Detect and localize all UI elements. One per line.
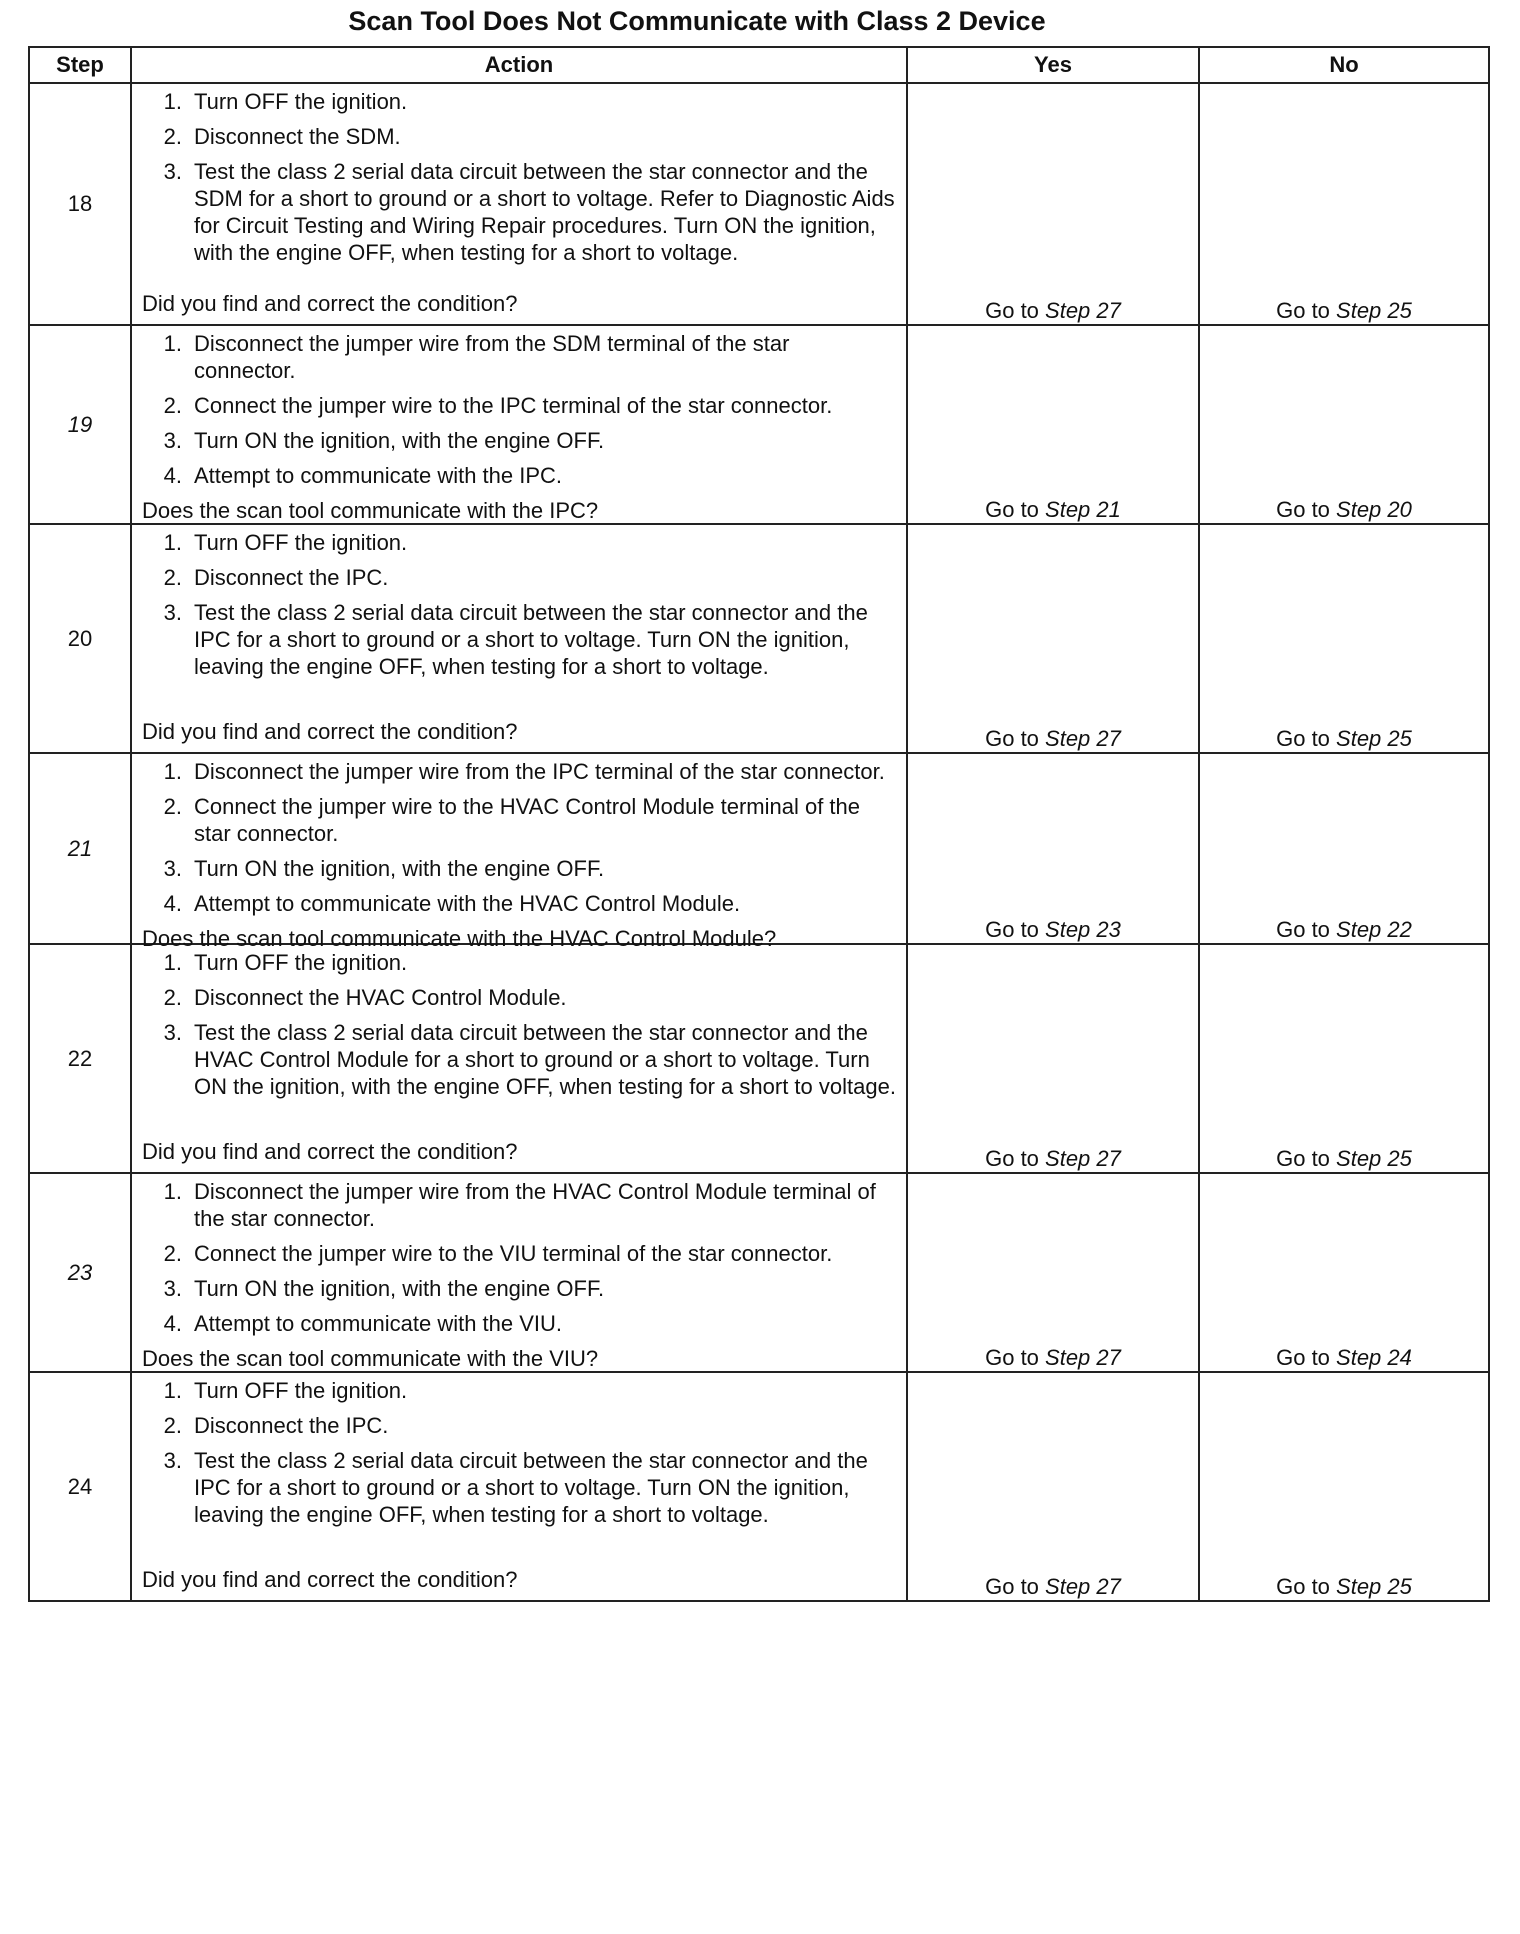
action-step-number: 3. xyxy=(163,1020,182,1045)
action-step-number: 2. xyxy=(163,393,182,418)
action-step xyxy=(142,1377,896,1404)
action-step xyxy=(142,123,896,150)
no-step-reference: Step 25 xyxy=(1336,1574,1412,1599)
action-step-text: Turn OFF the ignition. xyxy=(194,1378,408,1403)
action-step xyxy=(142,158,896,266)
action-step xyxy=(142,1240,896,1267)
action-step-text: Attempt to communicate with the IPC. xyxy=(194,463,563,488)
table-row xyxy=(29,83,1489,325)
table-row xyxy=(29,325,1489,524)
page-title: Scan Tool Does Not Communicate with Class 2 Device xyxy=(348,6,1046,36)
goto-prefix: Go to xyxy=(985,917,1046,942)
action-step-number: 1. xyxy=(163,331,182,356)
action-step-number: 3. xyxy=(163,1276,182,1301)
no-result-cell xyxy=(1199,1372,1489,1601)
action-question: Did you find and correct the condition? xyxy=(142,1139,518,1164)
action-cell xyxy=(131,524,907,753)
yes-result-cell xyxy=(907,944,1199,1173)
action-step-number: 3. xyxy=(163,159,182,184)
header-step: Step xyxy=(29,47,131,83)
action-step xyxy=(142,949,896,976)
goto-prefix: Go to xyxy=(985,1574,1046,1599)
action-step xyxy=(142,599,896,680)
action-step-text: Turn ON the ignition, with the engine OFF. xyxy=(194,856,605,881)
action-cell xyxy=(131,325,907,524)
header-no: No xyxy=(1199,47,1489,83)
action-step-text: Disconnect the HVAC Control Module. xyxy=(194,985,567,1010)
no-step-reference: Step 20 xyxy=(1336,497,1412,522)
no-result-cell xyxy=(1199,1173,1489,1372)
action-step-text: Connect the jumper wire to the HVAC Control Module terminal of the star connector. xyxy=(194,794,861,846)
action-step-number: 2. xyxy=(163,565,182,590)
yes-step-reference: Step 27 xyxy=(1045,726,1121,751)
action-steps-list xyxy=(142,88,896,274)
no-result-cell xyxy=(1199,325,1489,524)
action-step-number: 3. xyxy=(163,1448,182,1473)
no-step-reference: Step 24 xyxy=(1336,1345,1412,1370)
step-number: 20 xyxy=(29,524,131,753)
yes-result-cell xyxy=(907,524,1199,753)
action-step-text: Test the class 2 serial data circuit between the star connector and the HVAC Control Module for a short to ground or a short to voltage. Turn ON the ignition, with the engine OFF, when testing for a short to voltage. xyxy=(194,1020,896,1099)
goto-prefix: Go to xyxy=(1276,497,1337,522)
yes-step-reference: Step 27 xyxy=(1045,1146,1121,1171)
yes-result-cell xyxy=(907,1372,1199,1601)
yes-step-reference: Step 23 xyxy=(1045,917,1121,942)
action-step xyxy=(142,330,896,384)
yes-result-cell xyxy=(907,753,1199,944)
action-step-text: Test the class 2 serial data circuit between the star connector and the IPC for a short to ground or a short to voltage. Turn ON the ignition, leaving the engine OFF, when testing for a short to voltage. xyxy=(194,600,868,679)
step-number: 19 xyxy=(29,325,131,524)
action-step-number: 3. xyxy=(163,428,182,453)
step-number: 22 xyxy=(29,944,131,1173)
action-step-number: 4. xyxy=(163,1311,182,1336)
yes-step-reference: Step 21 xyxy=(1045,497,1121,522)
action-step-number: 3. xyxy=(163,600,182,625)
action-step-number: 2. xyxy=(163,794,182,819)
action-steps-list xyxy=(142,1178,896,1345)
action-step xyxy=(142,1310,896,1337)
step-number: 24 xyxy=(29,1372,131,1601)
action-steps-list xyxy=(142,1377,896,1536)
action-step xyxy=(142,890,896,917)
table-row xyxy=(29,1173,1489,1372)
action-question: Does the scan tool communicate with the VIU? xyxy=(142,1346,599,1371)
action-step xyxy=(142,1019,896,1100)
goto-prefix: Go to xyxy=(985,298,1046,323)
action-cell xyxy=(131,1372,907,1601)
yes-step-reference: Step 27 xyxy=(1045,1345,1121,1370)
action-step xyxy=(142,758,896,785)
diagnostic-table xyxy=(28,46,1490,1602)
header-yes: Yes xyxy=(907,47,1199,83)
table-row xyxy=(29,1372,1489,1601)
action-cell xyxy=(131,83,907,325)
action-step-number: 3. xyxy=(163,856,182,881)
action-step-text: Attempt to communicate with the VIU. xyxy=(194,1311,563,1336)
action-question: Did you find and correct the condition? xyxy=(142,291,518,316)
goto-prefix: Go to xyxy=(1276,726,1337,751)
action-step xyxy=(142,984,896,1011)
goto-prefix: Go to xyxy=(1276,917,1337,942)
action-steps-list xyxy=(142,949,896,1108)
yes-result-cell xyxy=(907,1173,1199,1372)
action-step-number: 1. xyxy=(163,89,182,114)
goto-prefix: Go to xyxy=(1276,1345,1337,1370)
yes-result-cell xyxy=(907,83,1199,325)
table-row xyxy=(29,524,1489,753)
action-step-text: Test the class 2 serial data circuit between the star connector and the IPC for a short to ground or a short to voltage. Turn ON the ignition, leaving the engine OFF, when testing for a short to voltage. xyxy=(194,1448,868,1527)
action-step-text: Disconnect the SDM. xyxy=(194,124,401,149)
action-step xyxy=(142,392,896,419)
action-question: Does the scan tool communicate with the HVAC Control Module? xyxy=(142,926,777,951)
yes-result-cell xyxy=(907,325,1199,524)
goto-prefix: Go to xyxy=(1276,1146,1337,1171)
action-step-number: 2. xyxy=(163,124,182,149)
action-step xyxy=(142,462,896,489)
action-step xyxy=(142,1275,896,1302)
action-step-text: Turn ON the ignition, with the engine OFF. xyxy=(194,1276,605,1301)
action-step-number: 2. xyxy=(163,1413,182,1438)
action-step-text: Disconnect the jumper wire from the HVAC Control Module terminal of the star connector. xyxy=(194,1179,876,1231)
action-step-text: Connect the jumper wire to the IPC terminal of the star connector. xyxy=(194,393,833,418)
action-step xyxy=(142,855,896,882)
action-step-number: 1. xyxy=(163,1179,182,1204)
action-question: Does the scan tool communicate with the IPC? xyxy=(142,498,599,523)
no-result-cell xyxy=(1199,524,1489,753)
action-step xyxy=(142,427,896,454)
action-step-text: Disconnect the IPC. xyxy=(194,1413,389,1438)
action-step-number: 4. xyxy=(163,463,182,488)
yes-step-reference: Step 27 xyxy=(1045,298,1121,323)
no-step-reference: Step 25 xyxy=(1336,298,1412,323)
step-number: 23 xyxy=(29,1173,131,1372)
action-step-text: Turn OFF the ignition. xyxy=(194,950,408,975)
action-question: Did you find and correct the condition? xyxy=(142,1567,518,1592)
action-step-number: 4. xyxy=(163,891,182,916)
action-step-text: Attempt to communicate with the HVAC Control Module. xyxy=(194,891,741,916)
action-cell xyxy=(131,1173,907,1372)
action-step-number: 1. xyxy=(163,530,182,555)
action-step xyxy=(142,1178,896,1232)
action-steps-list xyxy=(142,529,896,688)
step-number: 18 xyxy=(29,83,131,325)
action-step-number: 2. xyxy=(163,1241,182,1266)
yes-step-reference: Step 27 xyxy=(1045,1574,1121,1599)
action-step xyxy=(142,564,896,591)
action-step-text: Connect the jumper wire to the VIU terminal of the star connector. xyxy=(194,1241,833,1266)
action-step-text: Disconnect the IPC. xyxy=(194,565,389,590)
goto-prefix: Go to xyxy=(1276,1574,1337,1599)
action-step-text: Turn OFF the ignition. xyxy=(194,89,408,114)
goto-prefix: Go to xyxy=(985,497,1046,522)
action-step xyxy=(142,1447,896,1528)
no-result-cell xyxy=(1199,944,1489,1173)
goto-prefix: Go to xyxy=(985,1345,1046,1370)
action-step xyxy=(142,529,896,556)
no-result-cell xyxy=(1199,83,1489,325)
action-question: Did you find and correct the condition? xyxy=(142,719,518,744)
no-step-reference: Step 25 xyxy=(1336,726,1412,751)
action-step-text: Turn OFF the ignition. xyxy=(194,530,408,555)
action-step-number: 1. xyxy=(163,950,182,975)
action-steps-list xyxy=(142,758,896,925)
no-step-reference: Step 25 xyxy=(1336,1146,1412,1171)
goto-prefix: Go to xyxy=(985,726,1046,751)
action-cell xyxy=(131,944,907,1173)
action-steps-list xyxy=(142,330,896,497)
header-row xyxy=(29,47,1489,83)
action-step-number: 1. xyxy=(163,759,182,784)
goto-prefix: Go to xyxy=(985,1146,1046,1171)
action-step-number: 2. xyxy=(163,985,182,1010)
action-step-text: Disconnect the jumper wire from the SDM terminal of the star connector. xyxy=(194,331,790,383)
action-step-text: Disconnect the jumper wire from the IPC terminal of the star connector. xyxy=(194,759,885,784)
table-row xyxy=(29,944,1489,1173)
step-number: 21 xyxy=(29,753,131,944)
no-result-cell xyxy=(1199,753,1489,944)
action-step xyxy=(142,88,896,115)
action-step-text: Turn ON the ignition, with the engine OFF. xyxy=(194,428,605,453)
action-step-text: Test the class 2 serial data circuit between the star connector and the SDM for a short to ground or a short to voltage. Refer to Diagnostic Aids for Circuit Testing and Wiring Repair procedures. Turn ON the ignition, with the engine OFF, when testing for a short to voltage. xyxy=(194,159,895,265)
action-step-number: 1. xyxy=(163,1378,182,1403)
action-step xyxy=(142,1412,896,1439)
goto-prefix: Go to xyxy=(1276,298,1337,323)
no-step-reference: Step 22 xyxy=(1336,917,1412,942)
header-action: Action xyxy=(131,47,907,83)
table-row xyxy=(29,753,1489,944)
action-cell xyxy=(131,753,907,951)
action-step xyxy=(142,793,896,847)
